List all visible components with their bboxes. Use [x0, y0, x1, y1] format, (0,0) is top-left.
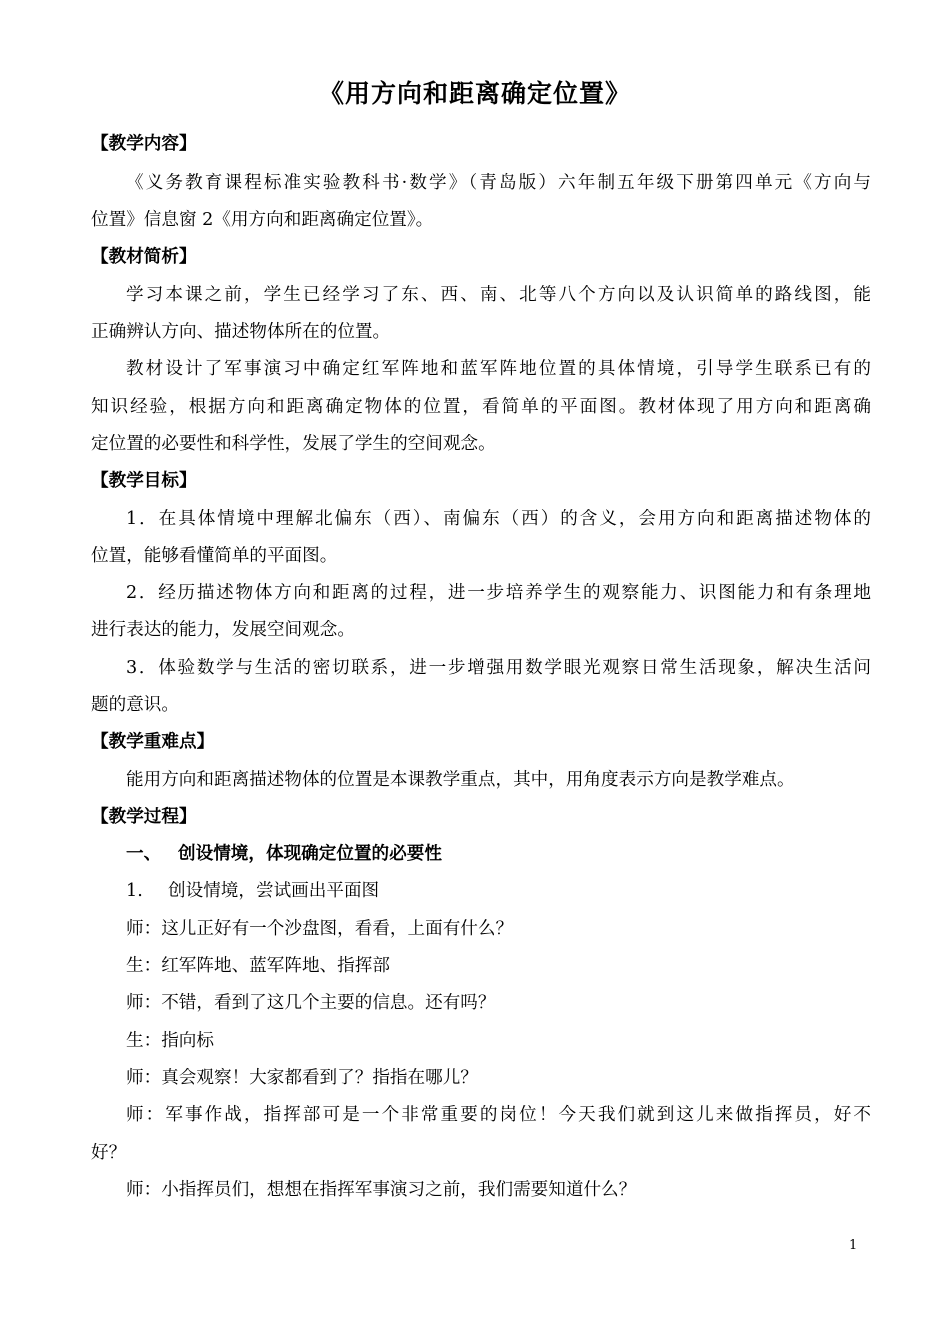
page-number: 1	[849, 1238, 858, 1253]
analysis-paragraph-line: 学习本课之前，学生已经学习了东、西、南、北等八个方向以及认识简单的路线图，能	[126, 285, 871, 305]
dialogue-line: 生：指向标	[126, 1031, 214, 1051]
step-title: 创设情境，尝试画出平面图	[168, 881, 380, 901]
content-paragraph-line: 《义务教育课程标准实验教科书·数学》（青岛版）六年制五年级下册第四单元《方向与	[126, 173, 871, 193]
page-title: 《用方向和距离确定位置》	[318, 79, 631, 108]
goal-line: 1．在具体情境中理解北偏东（西）、南偏东（西）的含义，会用方向和距离描述物体的	[126, 509, 871, 529]
analysis-paragraph-line: 知识经验，根据方向和距离确定物体的位置，看简单的平面图。教材体现了用方向和距离确	[91, 397, 871, 417]
section-heading-content: 【教学内容】	[91, 134, 197, 154]
dialogue-line: 师：小指挥员们，想想在指挥军事演习之前，我们需要知道什么？	[126, 1180, 637, 1200]
step-number: 1.	[126, 881, 143, 901]
analysis-paragraph-line: 定位置的必要性和科学性，发展了学生的空间观念。	[91, 434, 496, 454]
dialogue-line: 师：军事作战，指挥部可是一个非常重要的岗位！今天我们就到这儿来做指挥员，好不	[126, 1105, 871, 1125]
analysis-paragraph-line: 教材设计了军事演习中确定红军阵地和蓝军阵地位置的具体情境，引导学生联系已有的	[126, 359, 871, 379]
part-title: 创设情境，体现确定位置的必要性	[178, 844, 442, 864]
key-points-paragraph: 能用方向和距离描述物体的位置是本课教学重点，其中，用角度表示方向是教学难点。	[126, 770, 795, 790]
dialogue-line: 师：这儿正好有一个沙盘图，看看，上面有什么？	[126, 919, 514, 939]
dialogue-line: 师：不错，看到了这几个主要的信息。还有吗？	[126, 993, 496, 1013]
goal-line: 3．体验数学与生活的密切联系，进一步增强用数学眼光观察日常生活现象，解决生活问	[126, 658, 871, 678]
process-part-heading	[126, 842, 442, 866]
section-heading-key-points: 【教学重难点】	[91, 732, 215, 752]
analysis-paragraph-line: 正确辨认方向、描述物体所在的位置。	[91, 322, 391, 342]
goal-line: 题的意识。	[91, 695, 179, 715]
section-heading-goals: 【教学目标】	[91, 471, 197, 491]
part-number: 一、	[126, 844, 162, 864]
dialogue-line: 好？	[91, 1143, 127, 1163]
content-paragraph-line: 位置》信息窗 2《用方向和距离确定位置》。	[91, 210, 434, 230]
dialogue-line: 师：真会观察！大家都看到了？指指在哪儿？	[126, 1068, 478, 1088]
section-heading-process: 【教学过程】	[91, 807, 197, 827]
goal-line: 位置，能够看懂简单的平面图。	[91, 546, 338, 566]
goal-line: 2．经历描述物体方向和距离的过程，进一步培养学生的观察能力、识图能力和有条理地	[126, 583, 871, 603]
goal-line: 进行表达的能力，发展空间观念。	[91, 620, 355, 640]
section-heading-analysis: 【教材简析】	[91, 247, 197, 267]
dialogue-line: 生：红军阵地、蓝军阵地、指挥部	[126, 956, 390, 976]
process-step-heading	[126, 879, 379, 903]
